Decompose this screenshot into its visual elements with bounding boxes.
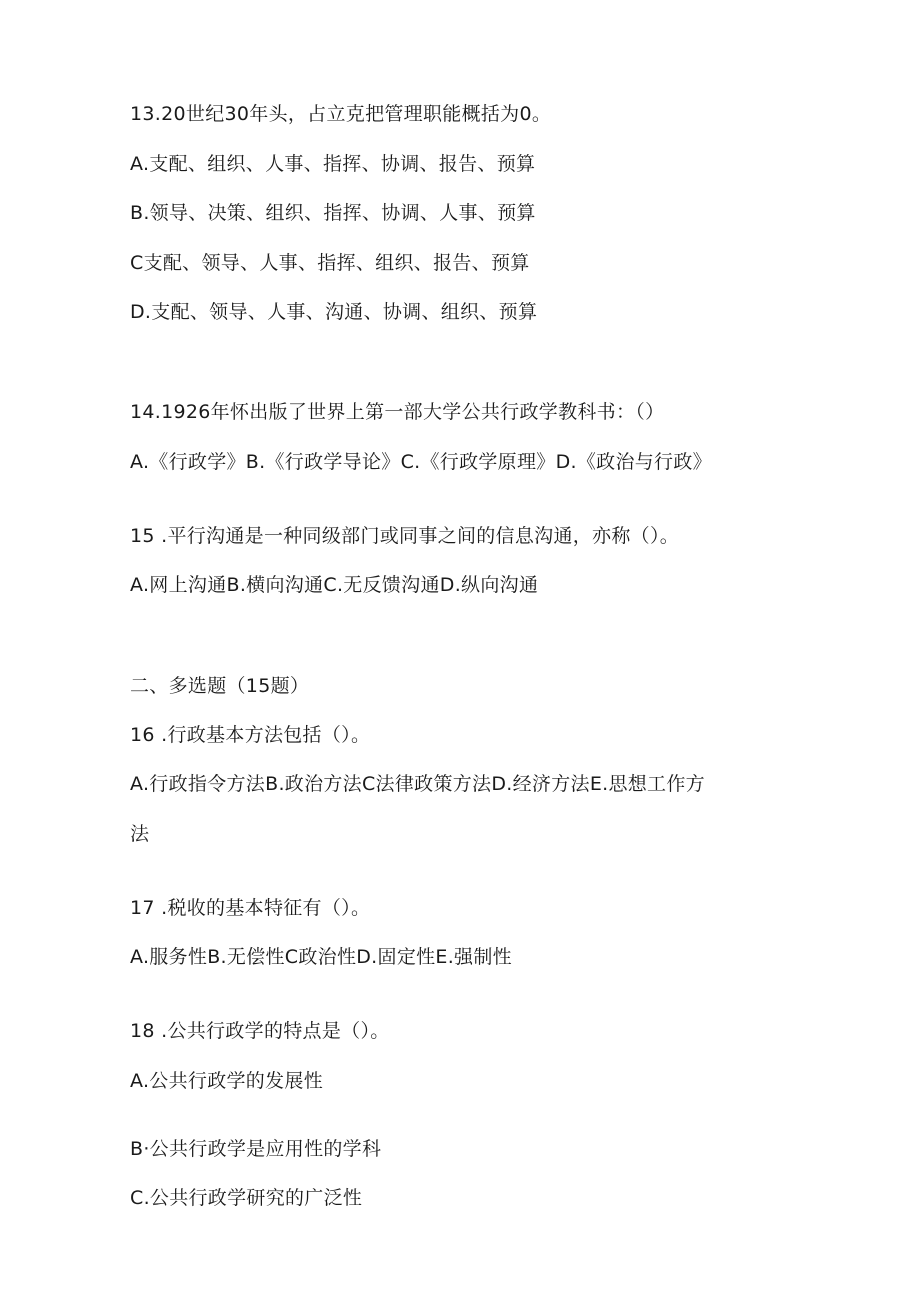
question-13-option-a: A.支配、组织、人事、指挥、协调、报告、预算 — [130, 153, 536, 175]
question-16-options-line-2: 法 — [130, 823, 150, 845]
question-17-stem: 17 .税收的基本特征有（）。 — [130, 897, 371, 919]
question-14-stem: 14.1926年怀出版了世界上第一部大学公共行政学教科书：（） — [130, 401, 665, 423]
question-14-options: A.《行政学》B.《行政学导论》C.《行政学原理》D.《政治与行政》 — [130, 451, 712, 473]
question-18-option-c: C.公共行政学研究的广泛性 — [130, 1187, 363, 1209]
question-17-options: A.服务性B.无偿性C政治性D.固定性E.强制性 — [130, 946, 512, 968]
question-13-stem: 13.20世纪30年头，占立克把管理职能概括为0。 — [130, 103, 552, 125]
question-16-stem: 16 .行政基本方法包括（）。 — [130, 724, 371, 746]
question-18-stem: 18 .公共行政学的特点是（）。 — [130, 1020, 390, 1042]
question-15-options: A.网上沟通B.横向沟通C.无反馈沟通D.纵向沟通 — [130, 574, 539, 596]
question-18-option-a: A.公共行政学的发展性 — [130, 1070, 324, 1092]
question-13-option-c: C支配、领导、人事、指挥、组织、报告、预算 — [130, 252, 530, 274]
question-13-option-d: D.支配、领导、人事、沟通、协调、组织、预算 — [130, 301, 538, 323]
question-16-options-line-1: A.行政指令方法B.政治方法C法律政策方法D.经济方法E.思想工作方 — [130, 773, 705, 795]
question-13-option-b: B.领导、决策、组织、指挥、协调、人事、预算 — [130, 202, 536, 224]
question-15-stem: 15 .平行沟通是一种同级部门或同事之间的信息沟通，亦称（）。 — [130, 525, 680, 547]
section-heading-multiple-choice: 二、多选题（15题） — [130, 675, 310, 697]
question-18-option-b: B·公共行政学是应用性的学科 — [130, 1138, 382, 1160]
